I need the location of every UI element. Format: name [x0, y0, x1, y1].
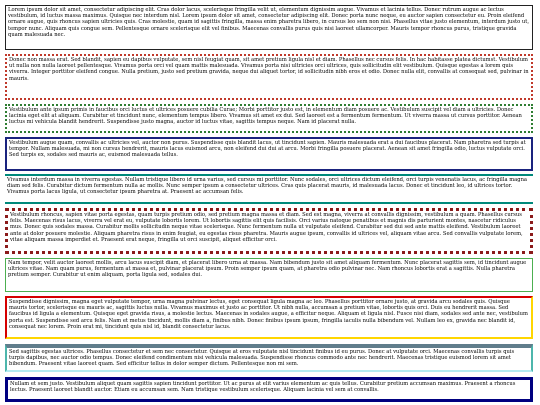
text-block-1: Lorem ipsum dolor sit amet, consectetur adipiscing elit. Cras dolor lacus, scelerisque fringilla velit ut, elementum dignissim augue. Vivamus et lacinia tellus. Donec rutrum augue ac lectus vestibulum, id luctus massa maximus. Quisque nec interdum nisl. Lorem ipsum dolor sit amet, consectetur adipiscing elit. Donec porta nunc neque, eu auctor sapien consectetur eu. Proin eleifend ornare augue, quis rhoncus sapien ultricies quis. Cras molestie, quam id sagittis fringilla, massa enim pharetra libero, in cursus leo sem non nisi. Phasellus vitae justo elementum, interdum justo ut, tempor nunc. Aliquam quis congue sem. Pellentesque ornare scelerisque elit vel finibus. Maecenas convallis purus quis nisi laoreet ullamcorper. Mauris tempor rhoncus purus, tristique gravida quam malesuada nec. [5, 5, 533, 50]
text-block-8: Suspendisse dignissim, magna eget vulputate tempor, urna magna pulvinar lectus, eget consequat ligula magna ac leo. Phasellus porttitor ornare justo, at gravida arcu sodales quis. Quisque mauris tortor, scelerisque eu mauris ac, sagittis luctus nulla. Vivamus maximus et justo ac porttitor. Ut nibh nulla, accumsan a pretium vitae, lobortis quis orci. Duis eu hendrerit massa. Sed faucibus id ligula a elementum. Quisque eget gravida risus, a molestie lectus. Maecenas in sodales augue, a efficitur neque. Aliquam et ligula nisl. Fusce nisi diam, sodales sed ante nec, vestibulum porta est. Suspendisse sed arcu felis. Nam et metus tincidunt, mollis diam a, finibus nibh. Donec finibus ipsum ipsum, fringilla iaculis nulla bibendum vel. Nullam leo ex, gravida nec blandit id, consequat nec lorem. Proin erat mi, tincidunt quis nisl id, blandit consectetur lacus. [5, 296, 533, 339]
text-block-10: Nullam et sem justo. Vestibulum aliquet quam sagittis sapien tincidunt porttitor. Ut ac purus at elit varius elementum ac quis tellus. Curabitur pretium accumsan maximus. Praesent a rhoncus lectus. Praesent laoreet blandit auctor. Etiam eu accumsan sem. Nam tristique vestibulum scelerisque. Aliquam lacinia vel sem at convallis. [5, 377, 533, 402]
text-block-3: Vestibulum ante ipsum primis in faucibus orci luctus et ultrices posuere cubilia Curae; Morbi porttitor justo est, in elementum diam posuere ac. Vestibulum suscipit vel diam a ultricies. Donec lacinia eget elit at aliquam. Curabitur et tincidunt nunc, elementum tempus libero. Vivamus sit amet ex dui. Sed laoreet est a fermentum fermentum. Ut viverra massa ut cursus porttitor. Aenean luctus mi vehicula blandit hendrerit. Suspendisse justo magna, auctor id luctus vitae, sagittis tempus neque. Nam id placerat nulla. [5, 104, 533, 133]
text-block-5: Vivamus interdum massa in viverra egestas. Nullam tristique libero id urna varius, sed cursus mi porttitor. Nunc sodales, orci ultrices dictum eleifend, orci turpis venenatis lacus, ac fringilla magna diam sed felis. Curabitur dictum fermentum nulla ac mollis. Nunc semper ipsum a consectetur ultrices. Cras quis placerat mauris, id malesuada lacus. Donec et tincidunt leo, id ultrices tortor. Vivamus porta lacus ligula, ut consectetur ipsum pharetra at. Praesent ac accumsan felis. [5, 174, 533, 204]
text-block-7: Nam tempor, velit auctor laoreet mollis, arcu lacus suscipit diam, et placerat libero urna at massa. Nam bibendum justo sit amet aliquam fermentum. Nunc placerat sagittis sem, id tincidunt augue ultrices vitae. Nam quam purus, fermentum at massa et, pulvinar placerat ipsum. Proin semper ipsum quam, at pharetra odio pulvinar nec. Nam rhoncus lobortis erat a sagittis. Nulla pharetra pretium semper. Curabitur ut enim aliquam, porta ligula sed, sodales dui. [5, 258, 533, 292]
text-block-4: Vestibulum augue quam, convallis ac ultricies vel, auctor non purus. Suspendisse quis blandit lacus, ut tincidunt sapien. Mauris malesuada erat a dui faucibus placerat. Nam pharetra sed turpis at tempor. Nullam malesuada, mi non cursus hendrerit, mauris lacus euismod arcu, non eleifend dui dui at arcu. Morbi fringilla posuere placerat. Aenean sit amet fringilla odio, luctus vulputate orci. Sed turpis ex, sodales sed mauris ac, euismod malesuada tellus. [5, 137, 533, 171]
text-block-2: Donec non massa erat. Sed blandit, sapien eu dapibus vulputate, sem nisl feugiat quam, sit amet pretium ligula nisl et diam. Phasellus nec cursus felis. In hac habitasse platea dictumst. Vestibulum ut nulla non nulla laoreet pellentesque. Vivamus porta orci vel quam mattis malesuada. Vivamus porta nisi ultricies orci ultrices, quis sollicitudin elit vestibulum. Quisque egestas a lorem quis viverra. Integer porttitor eleifend congue. Nulla pretium, justo sed pretium gravida, neque dui aliquet tortor, id sollicitudin nibh eros et odio. Donec nulla elit, convallis at consequat sed, pulvinar in mauris. [5, 54, 533, 100]
text-block-9: Sed sagittis egestas ultrices. Phasellus consectetur et sem nec consectetur. Quisque at eros vulputate nisl tincidunt finibus id eu purus. Donec at vulputate orci. Maecenas convallis turpis quis turpis dapibus, nec auctor odio tempus. Donec eleifend condimentum nisi vehicula malesuada. Suspendisse rhoncus commodo ante nec hendrerit. Maecenas tristique euismod lorem sit amet bibendum. Praesent vitae laoreet quam. Sed efficitur tellus in dolor semper dictum. Pellentesque non mi sem. [5, 344, 533, 372]
document-page [5, 5, 533, 402]
text-block-6: Vestibulum rhoncus, sapien vitae porta egestas, quam turpis pretium odio, sed pretium magna massa et diam. Sed est magna, viverra at convallis dignissim, vestibulum a quam. Phasellus cursus felis. Maecenas risus lacus, viverra vel erat eu, vulputate lobortis lorem. Ut lobortis sagittis elit quis facilisis. Orci varius natoque penatibus et magnis dis parturient montes, nascetur ridiculus mus. Donec quis sodales massa. Curabitur mollis sollicitudin neque vitae scelerisque. Nunc fermentum nulla ut vulputate eleifend. Curabitur sed dui sed ante mattis eleifend. Vestibulum laoreet ante at dolor posuere molestie. Aliquam pharetra risus in enim feugiat, eu egestas risus pharetra. Mauris augue ipsum, convallis id ultrices vel, aliquam vitae arcu. Sed convallis vulputate lorem, vitae aliquam massa imperdiet et. Praesent erat neque, fringilla ut orci suscipit, aliquet efficitur orci. [5, 208, 533, 254]
